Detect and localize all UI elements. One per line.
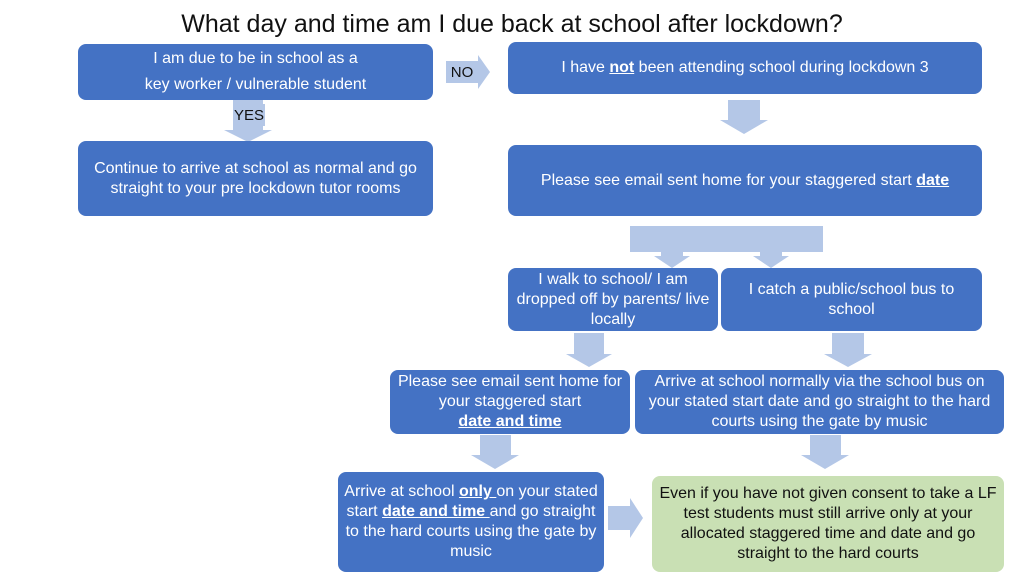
arrow-down-1	[720, 100, 768, 134]
not-attending-emph: not	[609, 59, 635, 76]
arrive-only-pre: Arrive at school	[344, 483, 459, 500]
node-arrive-bus-text: Arrive at school normally via the school bus on your stated start date and go straight to the hard courts using the gate by music	[648, 373, 991, 430]
see-email-time-emph: date and time	[458, 413, 562, 430]
node-key-worker-line1: I am due to be in school as a	[153, 50, 358, 67]
node-see-email-time	[390, 370, 630, 434]
arrive-only-emph1: only	[458, 483, 497, 500]
node-key-worker	[78, 44, 433, 100]
node-continue-text: Continue to arrive at school as normal and go straight to your pre lockdown tutor rooms	[94, 159, 417, 197]
node-walk	[508, 268, 718, 331]
arrow-down-arrive-bus	[801, 435, 849, 469]
node-bus-text: I catch a public/school bus to school	[748, 280, 955, 318]
arrive-only-mid: on your stated start	[346, 483, 598, 520]
arrive-only-post: and go straight to the hard courts using the gate by music	[345, 503, 597, 560]
arrow-right-final	[608, 498, 643, 538]
node-see-email-date	[508, 145, 982, 216]
yes-label: YES	[233, 104, 265, 126]
not-attending-post: been attending school during lockdown 3	[634, 59, 929, 76]
node-bus	[721, 268, 982, 331]
see-email-date-emph: date	[916, 171, 950, 189]
see-email-date-pre: Please see email sent home for your staggered start	[540, 171, 917, 189]
node-not-attending-text	[561, 58, 928, 78]
node-not-attending	[508, 42, 982, 94]
arrive-only-emph2: date and time	[382, 503, 490, 520]
arrow-down-bus	[824, 333, 872, 367]
arrow-down-walk	[566, 333, 612, 367]
node-arrive-only-text	[344, 482, 598, 562]
see-email-time-pre: Please see email sent home for your staggered start	[397, 373, 623, 410]
split-bar	[630, 226, 823, 252]
node-walk-text: I walk to school/ I am dropped off by parents/ live locally	[516, 270, 710, 328]
no-label: NO	[446, 61, 478, 83]
node-see-email-date-text	[541, 171, 949, 191]
node-key-worker-line2: key worker / vulnerable student	[144, 76, 367, 93]
node-lf-test	[652, 476, 1004, 572]
node-arrive-only	[338, 472, 604, 572]
arrow-split-right	[753, 252, 789, 268]
node-continue	[78, 141, 433, 216]
node-arrive-bus	[635, 370, 1004, 434]
not-attending-pre: I have	[561, 59, 610, 76]
diagram-title: What day and time am I due back at school after lockdown?	[181, 10, 843, 38]
arrow-split-left	[654, 252, 690, 268]
arrow-down-email	[471, 435, 519, 469]
node-lf-test-text: Even if you have not given consent to take a LF test students must still arrive only at your allocated staggered time and date and go straight to the hard courts	[659, 485, 997, 562]
